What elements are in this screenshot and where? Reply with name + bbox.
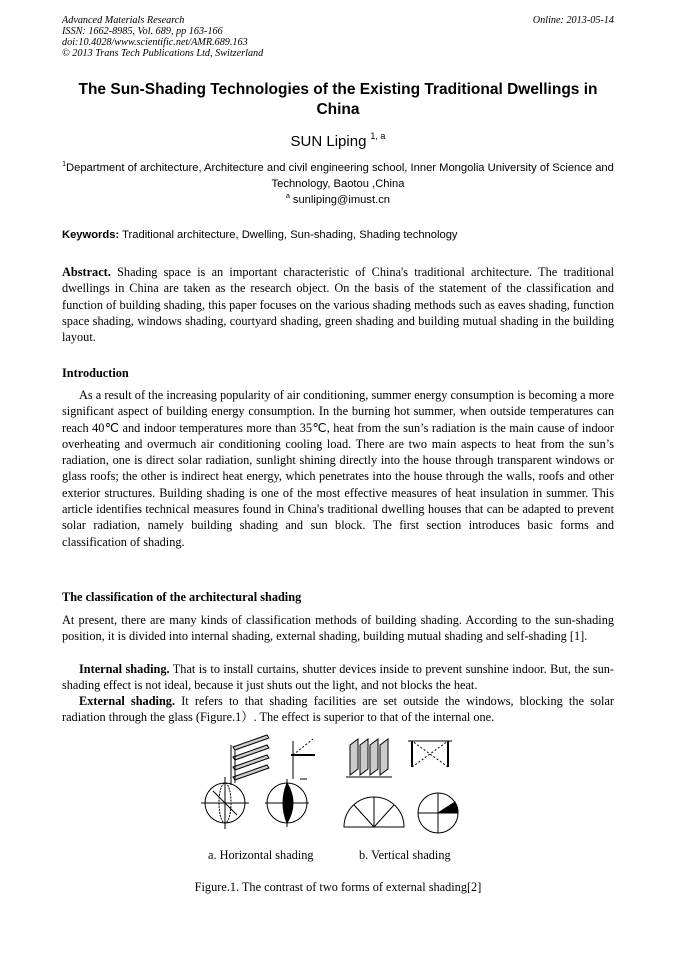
horizontal-shading-figure: [195, 735, 325, 845]
online-date: Online: 2013-05-14: [532, 15, 614, 26]
keywords-text: Traditional architecture, Dwelling, Sun-shading, Shading technology: [122, 229, 458, 241]
horizontal-louvre-sketch: [231, 735, 269, 785]
horizontal-section-sketch: [291, 739, 315, 779]
vertical-plan-sketch: [408, 741, 452, 767]
author: [62, 131, 614, 150]
keywords-label: Keywords:: [62, 229, 120, 241]
author-marks: 1, a: [370, 131, 386, 141]
introduction-heading: Introduction: [62, 366, 129, 380]
horizontal-polar-diagram-1: [201, 777, 249, 829]
affiliation-mark: 1: [62, 161, 67, 168]
classification-heading: The classification of the architectural shading: [62, 590, 302, 604]
vertical-semicircle-diagram-2: [418, 793, 458, 833]
journal-name: Advanced Materials Research: [62, 15, 185, 26]
page-header: [62, 15, 614, 59]
vertical-shading-figure: [340, 735, 470, 845]
horizontal-polar-diagram-2: [265, 779, 309, 827]
email-address[interactable]: sunliping@imust.cn: [292, 194, 391, 206]
journal-doi: doi:10.4028/www.scientific.net/AMR.689.163: [62, 37, 248, 48]
paper-title: The Sun-Shading Technologies of the Existing Traditional Dwellings in China: [78, 81, 598, 118]
figure-label-b: b. Vertical shading: [359, 848, 451, 862]
internal-shading-paragraph: [62, 661, 614, 694]
classification-text: At present, there are many kinds of classification methods of building shading. According to the sun-shading position, it is divided into internal shading, external shading, building mutual shading and self-shading [1].: [62, 613, 614, 644]
external-shading-text: It refers to that shading facilities are set outside the windows, blocking the solar radiation through the glass (Figure.1）. The effect is superior to that of the internal one.: [62, 694, 614, 725]
figure-label-a: a. Horizontal shading: [208, 848, 314, 862]
abstract-label: Abstract.: [62, 265, 111, 279]
keywords: [62, 229, 614, 241]
internal-shading-label: Internal shading.: [79, 662, 170, 676]
vertical-semicircle-diagram-1: [344, 797, 404, 827]
external-shading-label: External shading.: [79, 694, 176, 708]
internal-shading-text: That is to install curtains, shutter devices inside to prevent sunshine indoor. But, the sun-shading effect is not ideal, because it just shuts out the light, and not blocks the heat.: [62, 662, 614, 693]
email-mark: a: [285, 193, 290, 200]
email: [62, 193, 614, 206]
author-name: SUN Liping: [290, 133, 367, 150]
journal-issn: ISSN: 1662-8985, Vol. 689, pp 163-166: [62, 26, 223, 37]
introduction-text: As a result of the increasing popularity of air conditioning, summer energy consumption is becoming a more significant aspect of building energy consumption. In the burning hot summer, when outside temperatures can reach 40℃ and indoor temperatures more than 35℃, heat from the sun’s radiation is the main cause of indoor overheating and overmuch air conditioning cooling load. There are two main aspects to heat from the sun’s radiation, one is direct solar radiation, sunlight shining directly into the house through transparent windows or glass roofs; the other is indirect heat energy, which penetrates into the house through the walls, roofs and other exterior structures. Building shading is one of the most effective measures of heat insulation in summer. This article identifies technical measures found in China's traditional dwelling houses that can be adapted to prevent solar radiation, namely building shading and sun block. The first section introduces basic forms and classification of shading.: [62, 388, 614, 549]
abstract: [62, 264, 614, 345]
affiliation: [62, 157, 614, 192]
abstract-text: Shading space is an important characteristic of China's traditional architecture. The traditional dwellings in China are taken as the research object. On the basis of the statement of the classification and function of building shading, this paper focuses on the various shading methods such as eaves shading, function space shading, windows shading, courtyard shading, green shading and building mutual shading in the building layout.: [62, 265, 615, 345]
affiliation-text: Department of architecture, Architecture and civil engineering school, Inner Mongolia University of Science and Technology, Baotou ,China: [66, 162, 614, 190]
figure-caption: Figure.1. The contrast of two forms of external shading[2]: [194, 880, 482, 894]
vertical-fin-sketch: [346, 739, 392, 777]
journal-copyright: © 2013 Trans Tech Publications Ltd, Switzerland: [62, 48, 264, 59]
external-shading-paragraph: [62, 693, 614, 726]
